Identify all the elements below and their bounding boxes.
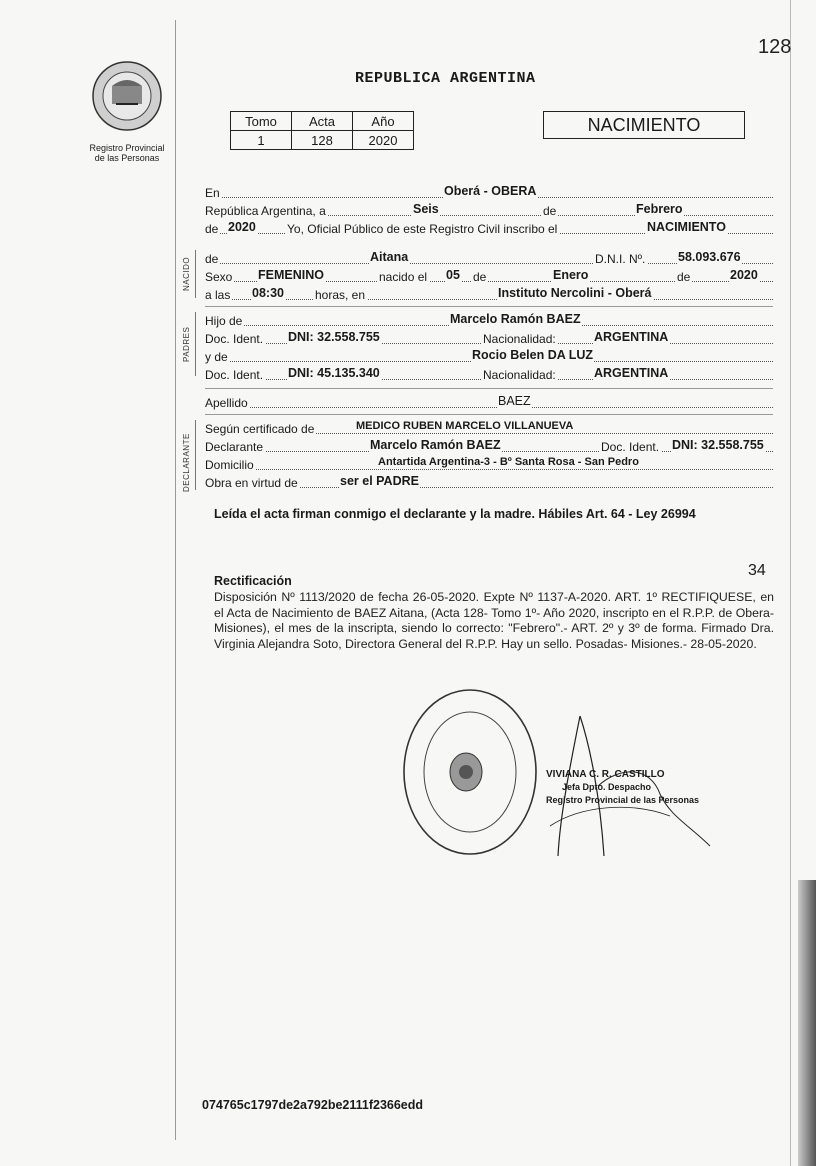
header-acta: Acta <box>292 112 353 131</box>
value-month: Febrero <box>636 202 683 216</box>
row-certificado <box>205 420 773 436</box>
row-declarante <box>205 438 773 454</box>
row-year <box>205 220 773 236</box>
header-anio: Año <box>353 112 414 131</box>
label-alas: a las <box>205 288 231 302</box>
declarante-bracket <box>195 420 200 490</box>
value-nacido-year: 2020 <box>730 268 758 282</box>
label-certificado: Según certificado de <box>205 422 315 436</box>
table-header-row <box>231 112 414 131</box>
label-horas: horas, en <box>315 288 366 302</box>
padres-bracket <box>195 312 200 376</box>
signature-name: VIVIANA C. R. CASTILLO <box>546 769 665 780</box>
value-padre: Marcelo Ramón BAEZ <box>450 312 581 326</box>
row-hora <box>205 286 773 302</box>
row-sexo <box>205 268 773 284</box>
separator-3 <box>205 414 773 415</box>
value-nombre: Aitana <box>370 250 409 264</box>
label-sexo: Sexo <box>205 270 233 284</box>
rectificacion-body: Disposición Nº 1113/2020 de fecha 26-05-2020. Expte Nº 1137-A-2020. ART. 1º RECTIFIQUESE, en el Acta de Nacimiento de BAEZ Aitana, (Acta 128- Tomo 1º- Año 2020, inscripto en el R.P.P. de Obera-Misiones), el mes de la inscripta, siendo lo correcto: "Febrero".- ART. 2º y 3º de forma. Firmado Dra. Virginia Alejandra Soto, Directora General del R.P.P. Hay un sello. Posadas- Misiones.- 28-05-2020. <box>214 590 774 651</box>
value-en: Oberá - OBERA <box>444 184 537 198</box>
separator-1 <box>205 306 773 307</box>
label-nac-madre: Nacionalidad: <box>483 368 556 382</box>
label-declarante: Declarante <box>205 440 264 454</box>
side-label-padres: PADRES <box>182 326 191 362</box>
left-margin-line <box>175 20 176 1140</box>
row-nombre <box>205 250 773 266</box>
value-domicilio: Antartida Argentina-3 - Bº Santa Rosa - San Pedro <box>378 456 639 468</box>
label-year-prefix: de <box>205 222 219 236</box>
value-padre-doc: DNI: 32.558.755 <box>288 330 380 344</box>
value-madre: Rocio Belen DA LUZ <box>472 348 594 362</box>
value-tomo: 1 <box>231 131 292 150</box>
official-seal-icon <box>400 686 540 858</box>
leida-statement: Leída el acta firman conmigo el declarante y la madre. Hábiles Art. 64 - Ley 26994 <box>214 507 696 521</box>
signature-office: Registro Provincial de las Personas <box>546 795 700 805</box>
side-label-nacido: NACIDO <box>182 256 191 291</box>
value-certificado: MEDICO RUBEN MARCELO VILLANUEVA <box>356 420 574 432</box>
row-apellido <box>205 394 773 410</box>
row-republica <box>205 202 773 218</box>
label-obra: Obra en virtud de <box>205 476 298 490</box>
row-hijo <box>205 312 773 328</box>
value-lugar: Instituto Nercolini - Oberá <box>498 286 652 300</box>
value-madre-nac: ARGENTINA <box>594 366 669 380</box>
header-tomo: Tomo <box>231 112 292 131</box>
label-yo: Yo, Oficial Público de este Registro Civil inscribo el <box>287 222 558 236</box>
record-type-box: NACIMIENTO <box>543 111 745 139</box>
value-day: Seis <box>413 202 439 216</box>
row-en <box>205 184 773 200</box>
value-hora: 08:30 <box>252 286 284 300</box>
label-dni: D.N.I. Nº. <box>595 252 646 266</box>
value-acta: 128 <box>292 131 353 150</box>
tomo-acta-table <box>230 111 414 150</box>
value-sexo: FEMENINO <box>258 268 324 282</box>
value-madre-doc: DNI: 45.135.340 <box>288 366 380 380</box>
label-doc-madre: Doc. Ident. <box>205 368 264 382</box>
document-hash: 074765c1797de2a792be2111f2366edd <box>202 1098 424 1112</box>
label-de-2: de <box>473 270 487 284</box>
value-nacido-day: 05 <box>446 268 460 282</box>
signature-role: Jefa Dpto. Despacho <box>562 782 652 792</box>
value-anio: 2020 <box>353 131 414 150</box>
row-obra <box>205 474 773 490</box>
label-apellido: Apellido <box>205 396 248 410</box>
label-nombre: de <box>205 252 219 266</box>
rectificacion-title: Rectificación <box>214 574 292 588</box>
logo-caption-1: Registro Provincial <box>89 143 165 153</box>
page-number: 128 <box>758 36 792 58</box>
row-madre-doc <box>205 366 773 382</box>
label-republica: República Argentina, a <box>205 204 326 218</box>
row-padre-doc <box>205 330 773 346</box>
right-edge-line <box>790 0 791 1166</box>
table-value-row <box>231 131 414 150</box>
label-doc-padre: Doc. Ident. <box>205 332 264 346</box>
value-year: 2020 <box>228 220 256 234</box>
registry-logo <box>72 56 182 163</box>
value-dni: 58.093.676 <box>678 250 741 264</box>
document-title: REPUBLICA ARGENTINA <box>355 70 536 87</box>
provincial-seal-icon <box>72 56 182 136</box>
label-nac-padre: Nacionalidad: <box>483 332 556 346</box>
value-nacido-month: Enero <box>553 268 589 282</box>
separator-2 <box>205 388 773 389</box>
label-en: En <box>205 186 220 200</box>
value-declarante: Marcelo Ramón BAEZ <box>370 438 501 452</box>
value-obra: ser el PADRE <box>340 474 419 488</box>
nacido-bracket <box>195 250 200 298</box>
value-padre-nac: ARGENTINA <box>594 330 669 344</box>
value-decl-doc: DNI: 32.558.755 <box>672 438 764 452</box>
value-apellido: BAEZ <box>498 394 531 408</box>
label-nacido: nacido el <box>379 270 428 284</box>
value-inscribo: NACIMIENTO <box>647 220 726 234</box>
label-de-3: de <box>677 270 691 284</box>
label-de: de <box>543 204 557 218</box>
label-domicilio: Domicilio <box>205 458 254 472</box>
right-edge-shadow <box>798 880 816 1166</box>
row-domicilio <box>205 456 773 472</box>
label-hijo: Hijo de <box>205 314 243 328</box>
label-decl-doc: Doc. Ident. <box>601 440 660 454</box>
row-madre <box>205 348 773 364</box>
logo-caption-2: de las Personas <box>94 153 160 163</box>
label-yde: y de <box>205 350 228 364</box>
rectificacion-number: 34 <box>748 562 766 579</box>
side-label-declarante: DECLARANTE <box>182 433 191 492</box>
